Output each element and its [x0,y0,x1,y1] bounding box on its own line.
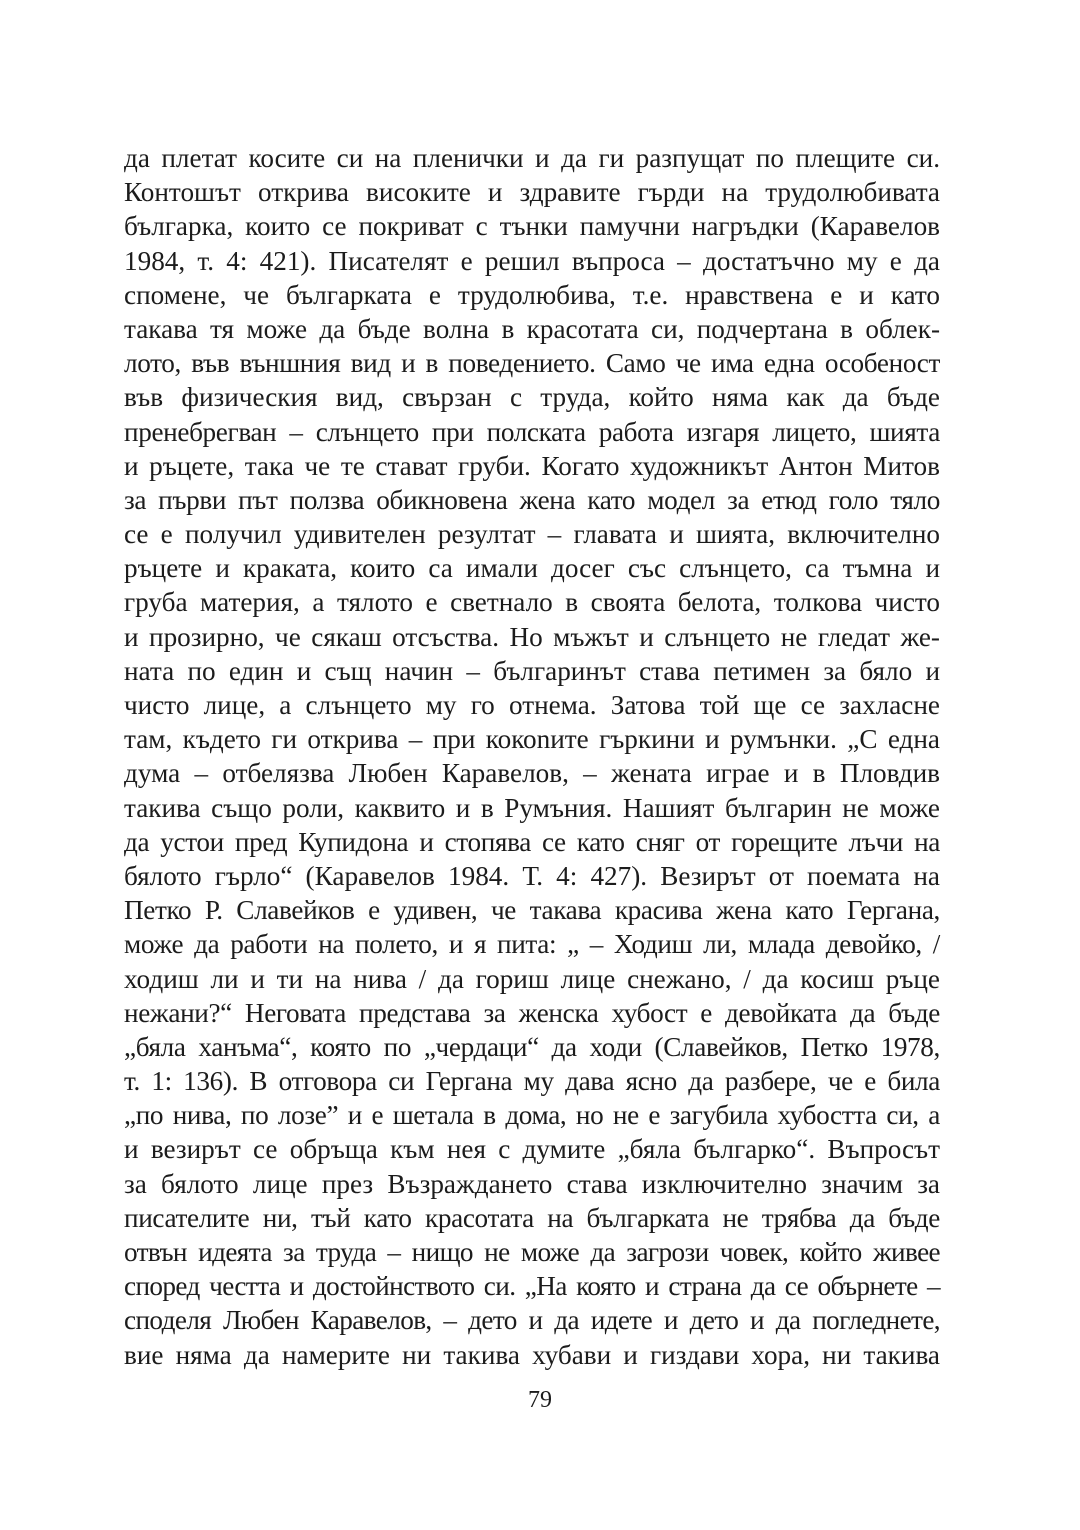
text-line: нежани?“ Неговата представа за женска хубост е девойката да бъде [124,997,940,1028]
text-line: ръцете и краката, които са имали досег със слънцето, са тъмна и [124,553,940,584]
text-line: чисто лице, а слънцето му го отнема. Затова той ще се захласне [124,690,940,720]
text-line: да устои пред Купидона и стопява се като сняг от горещите лъчи на [124,826,940,857]
text-line: Петко Р. Славейков е удивен, че такава красива жена като Гергана, [124,895,940,926]
text-line: „по нива, по лозе” и е шетала в дома, но не е загубила хубостта си, а [124,1100,940,1131]
body-text [124,141,940,1372]
text-line: такива също роли, каквито и в Румъния. Нашият българин не може [124,792,940,823]
text-line: може да работи на полето, и я пита: „ – Ходиш ли, млада девойко, / [124,929,940,960]
text-line: Контошът открива високите и здравите гърди на трудолюбивата [124,177,940,208]
text-line: да плетат косите си на пленички и да ги разпущат по плещите си. [124,143,940,173]
text-line: там, където ги открива – при кокоnите гъркини и румънки. „С една [124,724,940,755]
text-line: се е получил удивителен резултат – главата и шията, включително [124,519,940,550]
text-line: отвън идеята за труда – нищо не може да загрози човек, който живее [124,1237,940,1267]
text-line: пренебрегван – слънцето при полската работа изгаря лицето, шията [124,416,940,447]
text-line: такава тя може да бъде волна в красотата си, подчертана в облек- [124,313,940,344]
text-line: 1984, т. 4: 421). Писателят е решил въпроса – достатъчно му е да [124,245,940,276]
text-line: българка, които се покриват с тънки памучни нагръдки (Каравелов [124,211,940,242]
text-line: „бяла ханъма“, която по „чердаци“ да ходи (Славейков, Петко 1978, [124,1031,940,1062]
text-line: дума – отбелязва Любен Каравелов, – жената играе и в Пловдив [124,758,940,789]
text-line: и ръцете, така че те стават груби. Когато художникът Антон Митов [124,450,940,481]
text-line: споделя Любен Каравелов, – дето и да идете и дето и да погледнете, [124,1305,940,1336]
text-line: според честта и достойнството си. „На която и страна да се обърнете – [124,1271,940,1302]
text-line: за бялото лице през Възраждането става изключително значим за [124,1168,940,1199]
text-line: т. 1: 136). В отговора си Гергана му дава ясно да разбере, че е била [124,1066,940,1097]
text-line: и везирът се обръща към нея с думите „бяла българко“. Въпросът [124,1134,940,1165]
text-line: ходиш ли и ти на нива / да гориш лице снежано, / да косиш ръце [124,963,940,994]
text-line: спомене, че българката е трудолюбива, т.е. нравствена е и като [124,279,940,310]
text-line: за първи път ползва обикновена жена като модел за етюд голо тяло [124,484,940,515]
page-number: 79 [528,1387,552,1413]
text-line: писателите ни, тъй като красотата на българката не трябва да бъде [124,1202,940,1233]
text-line: бялото гърло“ (Каравелов 1984. Т. 4: 427). Везирът от поемата на [124,860,940,891]
text-line: във физическия вид, свързан с труда, който няма как да бъде [124,382,940,413]
text-line: ната по един и същ начин – българинът става петимен за бяло и [124,655,940,686]
text-line: и прозирно, че сякаш отсъства. Но мъжът и слънцето не гледат же- [124,621,940,652]
text-line: вие няма да намерите ни такива хубави и гиздави хора, ни такива [124,1339,940,1370]
text-line: груба материя, а тялото е светнало в своята белота, толкова чисто [124,587,940,618]
text-line: лото, във външния вид и в поведението. Само че има една особеност [124,348,940,379]
